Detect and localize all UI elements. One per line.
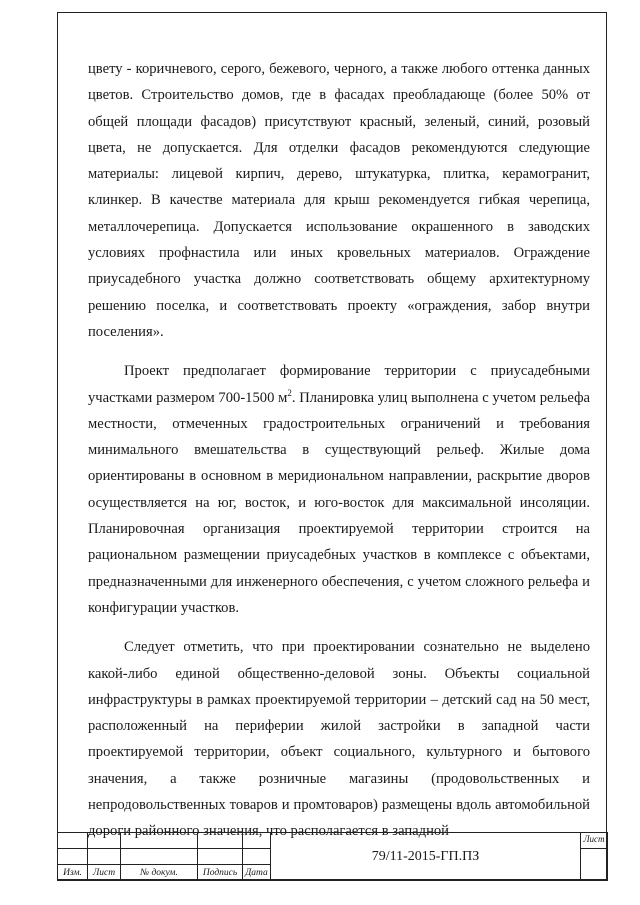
tb-cell: [121, 849, 198, 865]
tb-cell: [198, 849, 243, 865]
sheet-label: Лист: [581, 833, 608, 849]
title-block-table: [57, 832, 608, 881]
paragraph-1: цвету - коричневого, серого, бежевого, черного, а также любого оттенка данных цветов. Строительство домов, где в фасадах преобладающе (более 50% от общей площади фасадов) присутствуют красный, зеленый, синий, розовый цвета, не допускается. Для отделки фасадов рекомендуются следующие материалы: лицевой кирпич, дерево, штукатурка, плитка, керамогранит, клинкер. В качестве материала для крыш рекомендуется гибкая черепица, металлочерепица. Допускается использование окрашенного в заводских условиях профнастила или иных кровельных материалов. Ограждение приусадебного участка должно соответствовать общему архитектурному решению поселка, и соответствовать проекту «ограждения, забор внутри поселения».: [88, 61, 590, 340]
col-header-izm: Изм.: [58, 865, 88, 881]
col-header-doc-number: № докум.: [121, 865, 198, 881]
document-code: 79/11-2015-ГП.ПЗ: [271, 833, 581, 881]
tb-cell: [88, 849, 121, 865]
col-header-date: Дата: [243, 865, 271, 881]
paragraph-2: [88, 358, 590, 621]
tb-cell: [58, 833, 88, 849]
tb-cell: [58, 849, 88, 865]
col-header-signature: Подпись: [198, 865, 243, 881]
tb-cell: [198, 833, 243, 849]
col-header-list: Лист: [88, 865, 121, 881]
title-block: [57, 832, 607, 880]
document-body: [88, 56, 590, 845]
tb-cell: [243, 833, 271, 849]
area-unit-superscript: 2: [287, 387, 292, 398]
tb-cell: [121, 833, 198, 849]
paragraph-2-end: . Планировка улиц выполнена с учетом рельефа местности, отмеченных градостроительных ограничений и требования минимального вмешательства в существующий рельеф. Жилые дома ориентированы в основном в меридиональном направлении, раскрытие дворов осуществляется на юг, восток, и юго-восток для максимальной инсоляции. Планировочная организация проектируемой территории строится на рациональном размещении приусадебных участков в комплексе с объектами, предназначенными для инженерного обеспечения, с учетом сложного рельефа и конфигурации участков.: [88, 389, 591, 616]
sheet-number-cell: [581, 849, 608, 881]
paragraph-3: Следует отметить, что при проектировании сознательно не выделено какой-либо единой общественно-деловой зоны. Объекты социальной инфраструктуры в рамках проектируемой территории – детский сад на 50 мест, расположенный на периферии жилой застройки в западной части проектируемой территории, объект социального, культурного и бытового значения, а также розничные магазины (продовольственных и непродовольственных товаров и промтоваров) размещены вдоль автомобильной дороги районного значения, что располагается в западной: [88, 639, 590, 840]
tb-cell: [88, 833, 121, 849]
paragraph-2-start: Проект предполагает формирование территории с приусадебными участками размером 700-1500 м: [88, 363, 590, 406]
tb-cell: [243, 849, 271, 865]
